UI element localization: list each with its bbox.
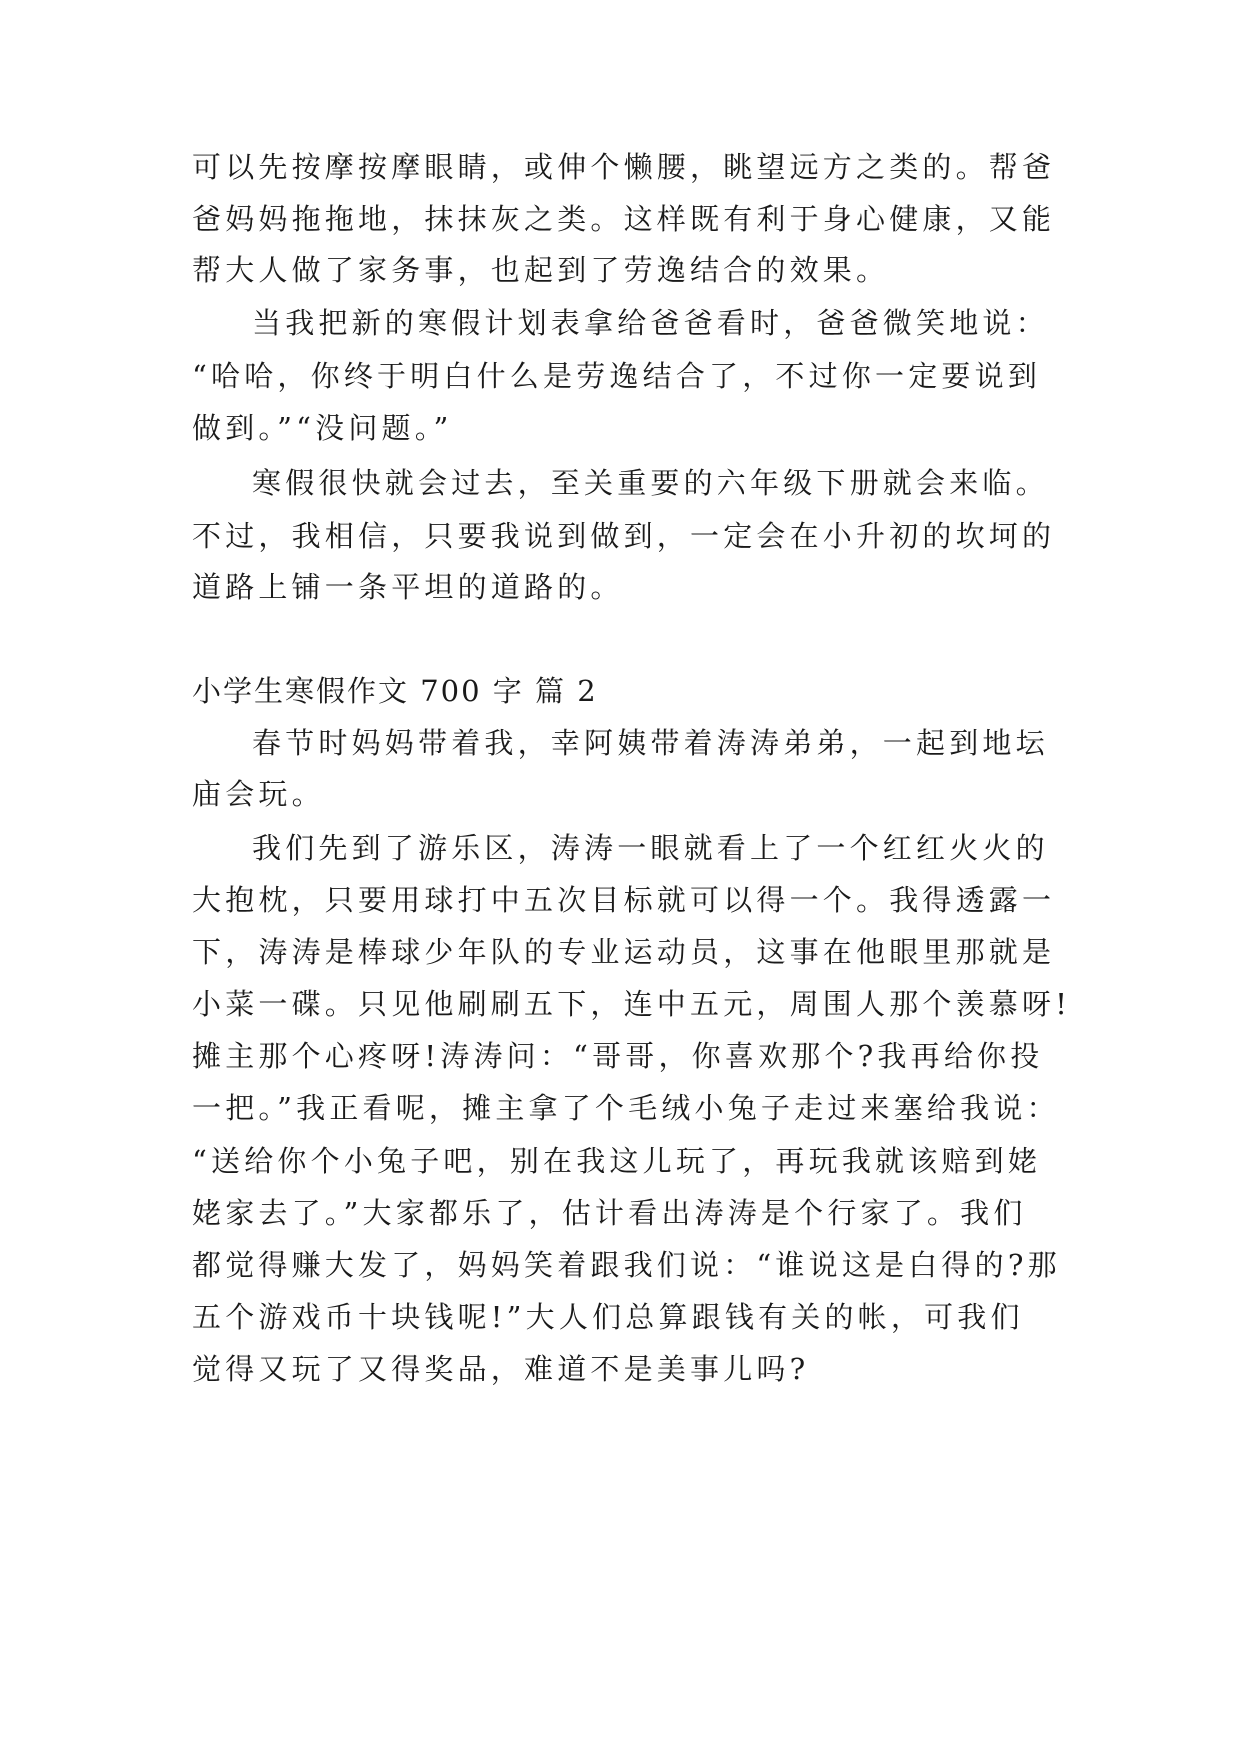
paragraph-line: 做到。”“没问题。” xyxy=(192,411,453,445)
paragraph-line: 庙会玩。 xyxy=(192,777,325,811)
paragraph-line: 春节时妈妈带着我，幸阿姨带着涛涛弟弟，一起到地坛 xyxy=(252,726,1049,760)
paragraph-line: 摊主那个心疼呀!涛涛问：“哥哥，你喜欢那个?我再给你投 xyxy=(192,1039,1044,1073)
paragraph-line: 寒假很快就会过去，至关重要的六年级下册就会来临。 xyxy=(252,466,1049,500)
section-heading: 小学生寒假作文 700 字 篇 2 xyxy=(192,674,598,708)
paragraph-line: “哈哈，你终于明白什么是劳逸结合了，不过你一定要说到 xyxy=(192,359,1042,393)
paragraph-line: 爸妈妈拖拖地，抹抹灰之类。这样既有利于身心健康，又能 xyxy=(192,202,1056,236)
paragraph-line: “送给你个小兔子吧，别在我这儿玩了，再玩我就该赔到姥 xyxy=(192,1144,1042,1178)
paragraph-line: 可以先按摩按摩眼睛，或伸个懒腰，眺望远方之类的。帮爸 xyxy=(192,150,1056,184)
paragraph-line: 大抱枕，只要用球打中五次目标就可以得一个。我得透露一 xyxy=(192,883,1056,917)
paragraph-line: 都觉得赚大发了，妈妈笑着跟我们说：“谁说这是白得的?那 xyxy=(192,1248,1061,1282)
paragraph-line: 小菜一碟。只见他刷刷五下，连中五元，周围人那个羡慕呀! xyxy=(192,987,1072,1021)
paragraph-line: 觉得又玩了又得奖品，难道不是美事儿吗? xyxy=(192,1352,810,1386)
paragraph-line: 下，涛涛是棒球少年队的专业运动员，这事在他眼里那就是 xyxy=(192,935,1056,969)
paragraph-line: 帮大人做了家务事，也起到了劳逸结合的效果。 xyxy=(192,253,890,287)
paragraph-line: 不过，我相信，只要我说到做到，一定会在小升初的坎坷的 xyxy=(192,519,1056,553)
paragraph-line: 我们先到了游乐区，涛涛一眼就看上了一个红红火火的 xyxy=(252,831,1049,865)
paragraph-line: 道路上铺一条平坦的道路的。 xyxy=(192,570,624,604)
paragraph-line: 姥家去了。”大家都乐了，估计看出涛涛是个行家了。我们 xyxy=(192,1196,1027,1230)
paragraph-line: 一把。”我正看呢，摊主拿了个毛绒小兔子走过来塞给我说： xyxy=(192,1091,1060,1125)
paragraph-line: 五个游戏币十块钱呢!”大人们总算跟钱有关的帐，可我们 xyxy=(192,1300,1024,1334)
paragraph-line: 当我把新的寒假计划表拿给爸爸看时，爸爸微笑地说： xyxy=(252,306,1049,340)
